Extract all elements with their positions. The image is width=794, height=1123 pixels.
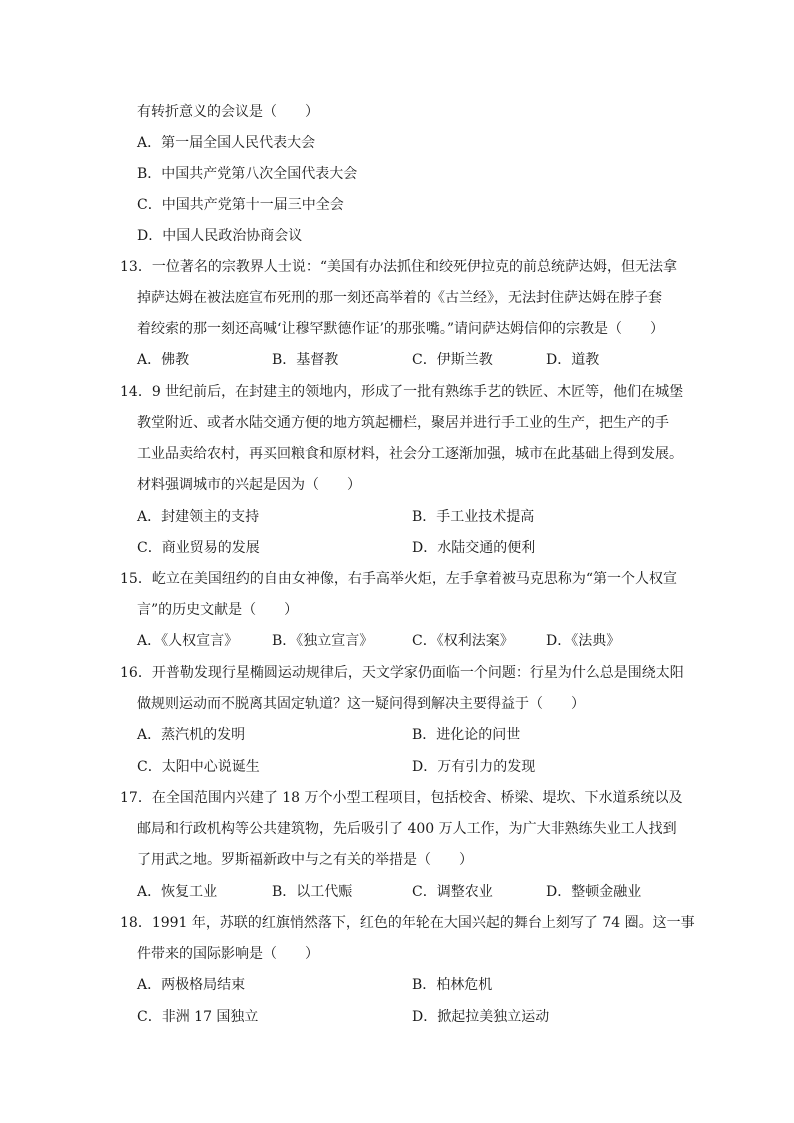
q14-stem-line: 14．9 世纪前后，在封建主的领地内，形成了一批有熟练手艺的铁匠、木匠等，他们在城堡 — [120, 384, 684, 400]
q16-stem-line: 做规则运动而不脱离其固定轨道？这一疑问得到解决主要得益于（ ） — [137, 696, 585, 712]
q18-option-a: A．两极格局结束 — [137, 977, 246, 993]
q13-option-a: A．佛教 — [137, 352, 190, 368]
q14-option-d: D．水陆交通的便利 — [412, 540, 536, 556]
q12-stem-end: 有转折意义的会议是（ ） — [137, 104, 319, 120]
q16-option-c: C．太阳中心说诞生 — [137, 759, 260, 775]
q18-option-c: C．非洲 17 国独立 — [137, 1009, 259, 1025]
q15-stem-line: 言”的历史文献是（ ） — [137, 602, 299, 618]
q12-option-d: D．中国人民政治协商会议 — [137, 228, 303, 244]
q14-option-a: A．封建领主的支持 — [137, 509, 260, 525]
q15-stem-line: 15．屹立在美国纽约的自由女神像，右手高举火炬，左手拿着被马克思称为“第一个人权宣 — [120, 571, 677, 587]
q17-stem-line: 邮局和行政机构等公共建筑物，先后吸引了 400 万人工作，为广大非熟练失业工人找到 — [137, 821, 677, 837]
q16-option-b: B．进化论的问世 — [412, 727, 521, 743]
q18-stem-line: 件带来的国际影响是（ ） — [137, 946, 319, 962]
q15-option-c: C．《权利法案》 — [412, 633, 514, 649]
q14-option-c: C．商业贸易的发展 — [137, 540, 260, 556]
q14-stem-line: 教堂附近、或者水陆交通方便的地方筑起栅栏，聚居并进行手工业的生产，把生产的手 — [137, 415, 669, 431]
q13-option-d: D．道教 — [546, 352, 600, 368]
q15-option-d: D．《法典》 — [546, 633, 621, 649]
q16-option-d: D．万有引力的发现 — [412, 759, 536, 775]
q18-option-b: B．柏林危机 — [412, 977, 493, 993]
q12-option-a: A．第一届全国人民代表大会 — [137, 135, 316, 151]
q17-option-d: D．整顿金融业 — [546, 884, 642, 900]
q13-option-c: C．伊斯兰教 — [412, 352, 493, 368]
q17-option-b: B．以工代赈 — [272, 884, 353, 900]
q17-option-a: A．恢复工业 — [137, 884, 218, 900]
q12-option-b: B．中国共产党第八次全国代表大会 — [137, 166, 358, 182]
q17-stem-line: 了用武之地。罗斯福新政中与之有关的举措是（ ） — [137, 852, 473, 868]
q18-stem-line: 18．1991 年，苏联的红旗悄然落下，红色的年轮在大国兴起的舞台上刻写了 74 圈。这一事 — [120, 915, 695, 931]
q13-stem-line: 掉萨达姆在被法庭宣布死刑的那一刻还高举着的《古兰经》，无法封住萨达姆在脖子套 — [137, 290, 662, 306]
q12-option-c: C．中国共产党第十一届三中全会 — [137, 197, 344, 213]
q17-option-c: C．调整农业 — [412, 884, 493, 900]
q14-option-b: B．手工业技术提高 — [412, 509, 535, 525]
q14-stem-line: 工业品卖给农村，再买回粮食和原材料，社会分工逐渐加强，城市在此基础上得到发展。 — [137, 446, 683, 462]
q18-option-d: D．掀起拉美独立运动 — [412, 1009, 550, 1025]
q16-option-a: A．蒸汽机的发明 — [137, 727, 246, 743]
q13-stem-line: 着绞索的那一刻还高喊‘让穆罕默德作证’的那张嘴。”请问萨达姆信仰的宗教是（ ） — [137, 321, 665, 337]
q15-option-a: A．《人权宣言》 — [137, 633, 239, 649]
q13-option-b: B．基督教 — [272, 352, 339, 368]
q16-stem-line: 16．开普勒发现行星椭圆运动规律后，天文学家仍面临一个问题：行星为什么总是围绕太阳 — [120, 665, 684, 681]
q13-stem-line: 13．一位著名的宗教界人士说：“美国有办法抓住和绞死伊拉克的前总统萨达姆，但无法拿 — [120, 259, 677, 275]
q17-stem-line: 17．在全国范围内兴建了 18 万个小型工程项目，包括校舍、桥梁、堤坎、下水道系统以及 — [120, 790, 683, 806]
q15-option-b: B．《独立宣言》 — [272, 633, 374, 649]
q14-stem-line: 材料强调城市的兴起是因为（ ） — [137, 477, 361, 493]
